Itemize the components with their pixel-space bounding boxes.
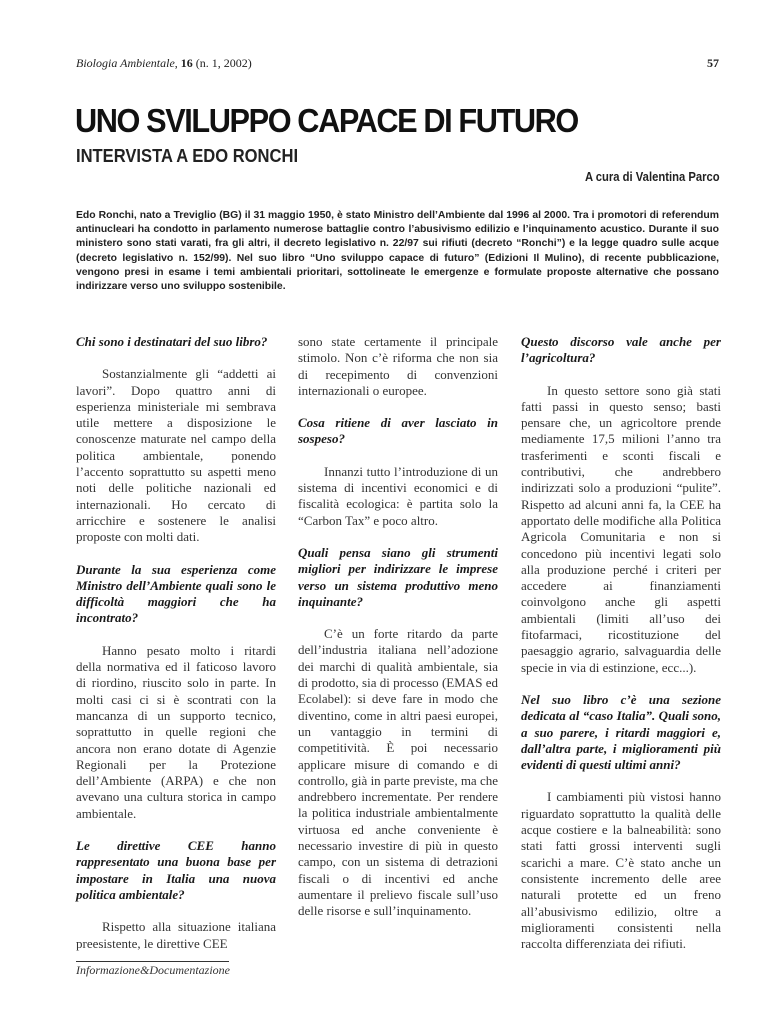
abstract: Edo Ronchi, nato a Treviglio (BG) il 31 maggio 1950, è stato Ministro dell’Ambiente dal 1996 al 2000. Tra i promotori di referendum antinucleari ha condotto in parlamento numerose battaglie contro l’abusivismo edilizio e l’inquinamento acustico. Durante il suo ministero sono stati varati, fra gli altri, il decreto legislativo n. 22/97 sui rifiuti (decreto “Ronchi”) e la legge quadro sulle acque (decreto legislativo n. 152/99). Nel suo libro “Uno sviluppo capace di futuro” (Edizioni Il Mulino), di recente pubblicazione, vengono presi in esame i temi ambientali prioritari, sottolineate le emergenze e formulate proposte alternative che possano indirizzare verso uno sviluppo sostenibile. bbox=[76, 210, 719, 293]
separator: , bbox=[174, 56, 181, 70]
text-column-3 bbox=[521, 334, 721, 968]
question: Cosa ritiene di aver lasciato in sospeso? bbox=[298, 415, 498, 447]
running-head bbox=[76, 56, 719, 71]
question: Questo discorso vale anche per l’agricoltura? bbox=[521, 334, 721, 366]
answer: I cambiamenti più vistosi hanno riguardato soprattutto la qualità delle acque costiere e la balneabilità: sono stati fatti grossi interventi sugli scarichi a mare. C’è stato anche un consistente incremento delle aree naturali protette ed un freno all’abusivismo edilizio, oltre a miglioramenti consistenti nella raccolta differenziata dei rifiuti. bbox=[521, 789, 721, 952]
answer: Rispetto alla situazione italiana preesistente, le direttive CEE bbox=[76, 919, 276, 951]
question: Nel suo libro c’è una sezione dedicata al “caso Italia”. Quali sono, a suo parere, i ritardi maggiori e, dall’altra parte, i miglioramenti più evidenti di questi ultimi anni? bbox=[521, 691, 721, 773]
issue-info: (n. 1, 2002) bbox=[195, 56, 252, 70]
answer: Hanno pesato molto i ritardi della normativa ed il faticoso lavoro di riordino, riuscito solo in parte. In molti casi ci si è scontrati con la mancanza di un supporto tecnico, soprattutto in quelle regioni che ancora non erano dotate di Agenzie Regionali per la Protezione dell’Ambiente (ARPA) e che non avevano una cultura storica in campo ambientale. bbox=[76, 642, 276, 821]
volume-number: 16 bbox=[180, 56, 193, 70]
question: Durante la sua esperienza come Ministro dell’Ambiente quali sono le difficoltà maggiori che ha incontrato? bbox=[76, 561, 276, 626]
answer: In questo settore sono già stati fatti passi in questo senso; basti pensare che, un agricoltore prende mediamente 17,5 milioni l’anno tra trasferimenti e sconti fiscali e contributivi, che andrebbero indirizzati solo a produzioni “pulite”. Rispetto ad alcuni anni fa, la CEE ha apportato delle modifiche alla Politica Agricola Comunitaria e non si concedono più incentivi legati solo alla produzione perché i criteri per accedere ai finanziamenti coinvolgono anche gli aspetti ambientali (limiti all’uso dei fitofarmaci, ricostituzione del paesaggio agrario, salvaguardia delle specie in via di estinzione, ecc...). bbox=[521, 382, 721, 675]
journal-name: Biologia Ambientale bbox=[76, 56, 175, 70]
byline: A cura di Valentina Parco bbox=[585, 170, 720, 184]
answer: Sostanzialmente gli “addetti ai lavori”. Dopo quattro anni di esperienza ministeriale mi sembrava utile mettere a disposizione le conoscenze maturate nel campo della politica ambientale, ponendo l’accento soprattutto su aspetti meno noti delle politiche nazionali ed internazionali. Ho cercato di arricchire e sostenere le analisi proposte con molti dati. bbox=[76, 366, 276, 545]
article-title: UNO SVILUPPO CAPACE DI FUTURO bbox=[75, 102, 578, 139]
answer: C’è un forte ritardo da parte dell’industria italiana nell’adozione dei marchi di qualità ambientale, sia di prodotto, sia di processo (EMAS ed Ecolabel): si deve fare in modo che diventino, come in altri paesi europei, un vantaggio in termini di competitività. È poi necessario applicare misure di comando e di controllo, già in parte previste, ma che andrebbero incrementate. Per rendere la politica industriale ambientalmente virtuosa ed anche conveniente è necessario investire di più in questo campo, con un sistema di detrazioni fiscali o di incentivi ed anche aumentare il prelievo fiscale sull’uso delle risorse e sull’inquinamento. bbox=[298, 626, 498, 919]
page-number: 57 bbox=[707, 56, 719, 70]
article-subtitle: INTERVISTA A EDO RONCHI bbox=[76, 146, 299, 166]
text-column-1 bbox=[76, 334, 276, 968]
footer-section-label: Informazione&Documentazione bbox=[76, 963, 230, 977]
answer-continued: sono state certamente il principale stimolo. Non c’è riforma che non sia di recepimento di convenzioni internazionali o europee. bbox=[298, 334, 498, 398]
answer: Innanzi tutto l’introduzione di un sistema di incentivi economici e di fiscalità ecologica: è partita solo la “Carbon Tax” e poco altro. bbox=[298, 463, 498, 528]
text-column-2 bbox=[298, 334, 498, 936]
question: Le direttive CEE hanno rappresentato una buona base per impostare in Italia una nuova politica ambientale? bbox=[76, 838, 276, 902]
footer-divider bbox=[76, 961, 229, 962]
question: Chi sono i destinatari del suo libro? bbox=[76, 334, 268, 349]
question: Quali pensa siano gli strumenti migliori per indirizzare le imprese verso un sistema produttivo meno inquinante? bbox=[298, 544, 498, 609]
